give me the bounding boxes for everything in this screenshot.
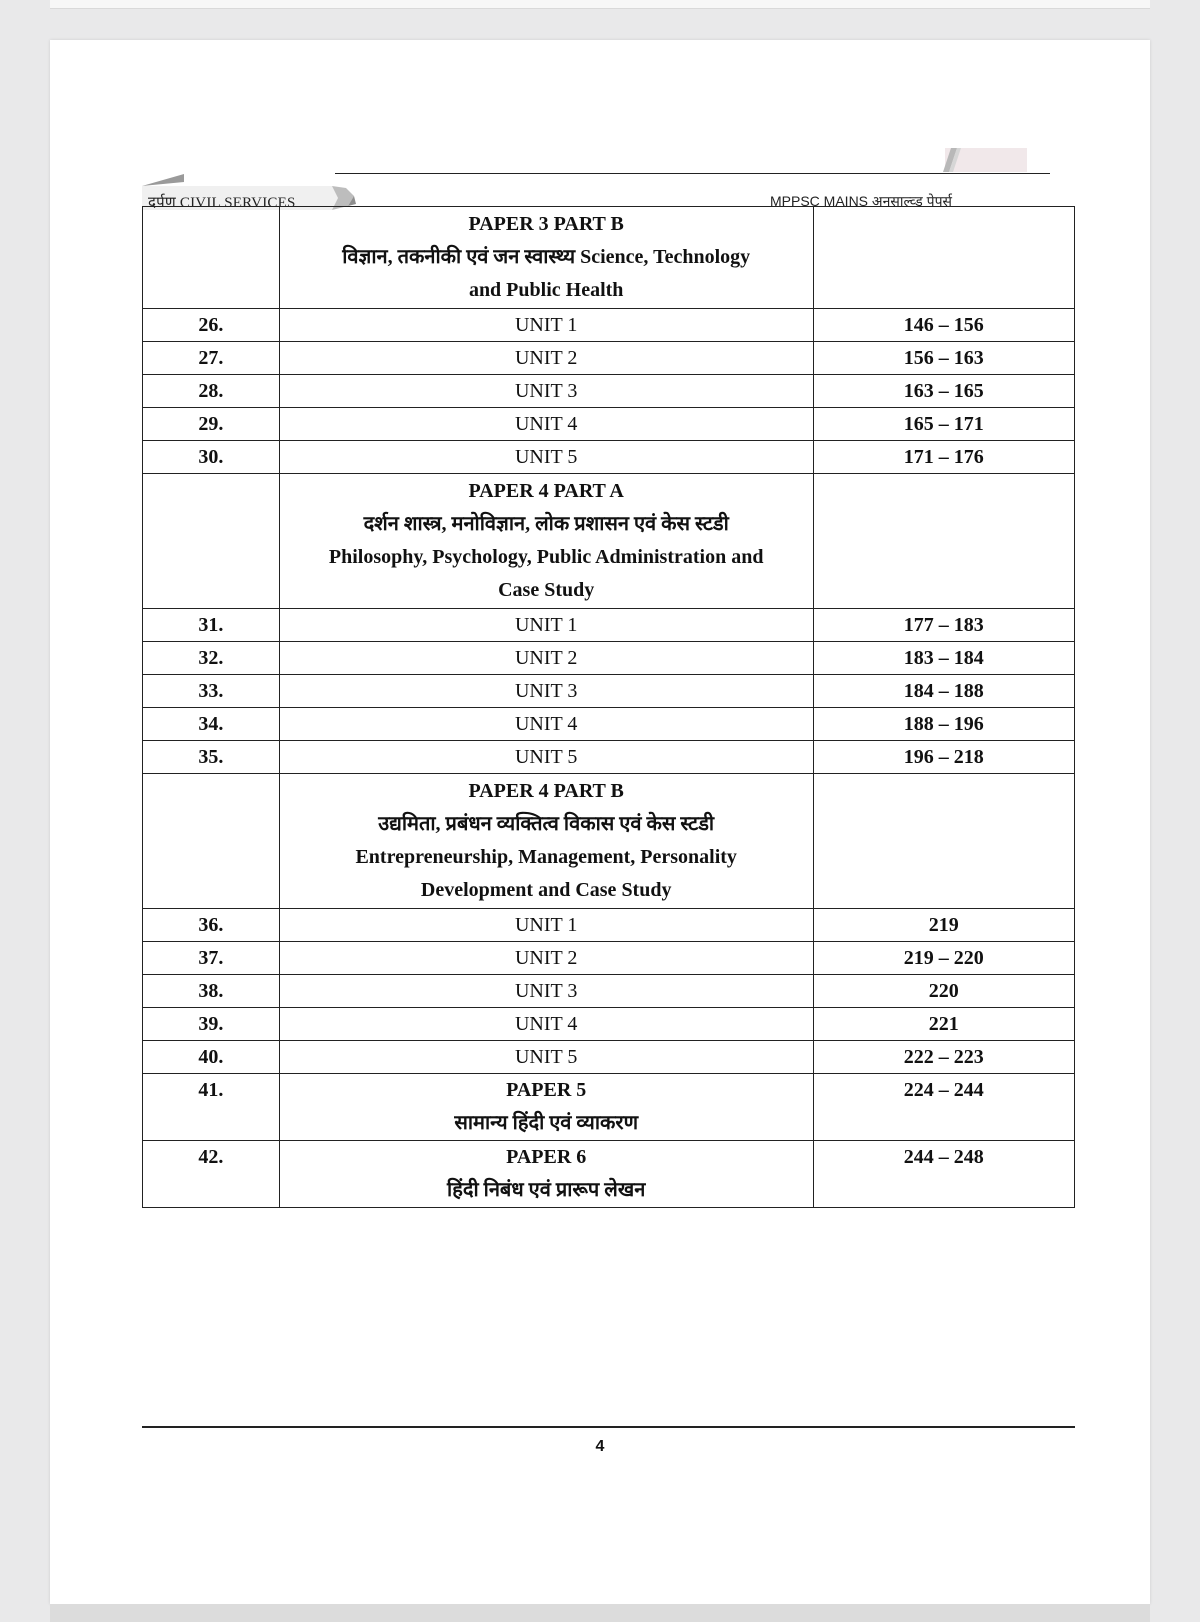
- unit-label: UNIT 2: [279, 342, 813, 375]
- pages-cell: [813, 474, 1074, 609]
- paper-subject-line: Development and Case Study: [420, 879, 672, 901]
- paper-subject-line: उद्यमिता, प्रबंधन व्यक्तित्व विकास एवं केस स्टडी: [378, 813, 715, 835]
- serial-number: 34.: [143, 708, 280, 741]
- pages-cell: [813, 207, 1074, 309]
- serial-number: 28.: [143, 375, 280, 408]
- paper-subject-line: हिंदी निबंध एवं प्रारूप लेखन: [447, 1179, 646, 1201]
- serial-number: 31.: [143, 609, 280, 642]
- table-row: [143, 642, 1075, 675]
- table-row: [143, 342, 1075, 375]
- page-range: 222 – 223: [813, 1041, 1074, 1074]
- footer-rule: [142, 1426, 1075, 1428]
- paper-subject-line: Entrepreneurship, Management, Personality: [355, 846, 737, 868]
- serial-cell: [143, 774, 280, 909]
- paper-title: PAPER 5: [506, 1079, 587, 1101]
- header-slash-icon: [943, 146, 963, 174]
- serial-number: 41.: [143, 1074, 280, 1141]
- unit-label: UNIT 4: [279, 1008, 813, 1041]
- paper-subject-line: सामान्य हिंदी एवं व्याकरण: [454, 1112, 639, 1134]
- paper-heading: [279, 1074, 813, 1141]
- page-range: 220: [813, 975, 1074, 1008]
- section-heading-row: [143, 207, 1075, 309]
- serial-number: 32.: [143, 642, 280, 675]
- contents-table: [142, 206, 1075, 1208]
- table-row: [143, 1008, 1075, 1041]
- paper-subject-line: दर्शन शास्त्र, मनोविज्ञान, लोक प्रशासन एवं केस स्टडी: [363, 513, 729, 535]
- page-range: 221: [813, 1008, 1074, 1041]
- table-row: [143, 309, 1075, 342]
- paper-title: PAPER 3 PART B: [468, 213, 624, 235]
- serial-number: 29.: [143, 408, 280, 441]
- table-row: [143, 441, 1075, 474]
- table-row: [143, 942, 1075, 975]
- page-range: 184 – 188: [813, 675, 1074, 708]
- previous-page-edge: [50, 0, 1150, 9]
- book-title: MPPSC MAINS अनसाल्व्ड पेपर्स: [770, 193, 953, 209]
- serial-cell: [143, 207, 280, 309]
- page-range: 196 – 218: [813, 741, 1074, 774]
- paper-subject-line: Philosophy, Psychology, Public Administration and: [328, 546, 764, 568]
- table-row: [143, 708, 1075, 741]
- page-range: 156 – 163: [813, 342, 1074, 375]
- unit-label: UNIT 5: [279, 741, 813, 774]
- page-range: 146 – 156: [813, 309, 1074, 342]
- page-range: 163 – 165: [813, 375, 1074, 408]
- page-range: 177 – 183: [813, 609, 1074, 642]
- unit-label: UNIT 3: [279, 375, 813, 408]
- paper-heading: [279, 1141, 813, 1208]
- table-row: [143, 609, 1075, 642]
- page-number: 4: [595, 1438, 605, 1455]
- paper-title: PAPER 6: [506, 1146, 587, 1168]
- unit-label: UNIT 2: [279, 642, 813, 675]
- section-heading-row: [143, 474, 1075, 609]
- serial-number: 39.: [143, 1008, 280, 1041]
- table-row: [143, 675, 1075, 708]
- page-range: 183 – 184: [813, 642, 1074, 675]
- paper-subject-line: and Public Health: [468, 279, 624, 301]
- page-range: 219 – 220: [813, 942, 1074, 975]
- serial-number: 37.: [143, 942, 280, 975]
- serial-number: 27.: [143, 342, 280, 375]
- unit-label: UNIT 5: [279, 441, 813, 474]
- pages-cell: [813, 774, 1074, 909]
- brand-name: दर्पण CIVIL SERVICES: [148, 195, 296, 211]
- serial-number: 26.: [143, 309, 280, 342]
- page-range: 224 – 244: [813, 1074, 1074, 1141]
- unit-label: UNIT 4: [279, 408, 813, 441]
- unit-label: UNIT 1: [279, 309, 813, 342]
- unit-label: UNIT 1: [279, 609, 813, 642]
- page-range: 219: [813, 909, 1074, 942]
- serial-number: 40.: [143, 1041, 280, 1074]
- unit-label: UNIT 4: [279, 708, 813, 741]
- serial-number: 36.: [143, 909, 280, 942]
- section-heading: [279, 474, 813, 609]
- next-page-edge: [50, 1604, 1150, 1622]
- paper-row: [143, 1141, 1075, 1208]
- serial-cell: [143, 474, 280, 609]
- table-row: [143, 408, 1075, 441]
- serial-number: 30.: [143, 441, 280, 474]
- page-range: 171 – 176: [813, 441, 1074, 474]
- paper-subject-line: Case Study: [498, 579, 595, 601]
- serial-number: 38.: [143, 975, 280, 1008]
- table-row: [143, 741, 1075, 774]
- serial-number: 35.: [143, 741, 280, 774]
- table-row: [143, 975, 1075, 1008]
- table-row: [143, 1041, 1075, 1074]
- table-row: [143, 375, 1075, 408]
- document-page: [50, 40, 1150, 1604]
- paper-row: [143, 1074, 1075, 1141]
- unit-label: UNIT 1: [279, 909, 813, 942]
- table-row: [143, 909, 1075, 942]
- section-heading: [279, 207, 813, 309]
- unit-label: UNIT 5: [279, 1041, 813, 1074]
- paper-subject-line: विज्ञान, तकनीकी एवं जन स्वास्थ्य Science, Technology: [342, 246, 751, 268]
- unit-label: UNIT 2: [279, 942, 813, 975]
- serial-number: 33.: [143, 675, 280, 708]
- paper-title: PAPER 4 PART B: [468, 780, 624, 802]
- page-range: 165 – 171: [813, 408, 1074, 441]
- page-range: 188 – 196: [813, 708, 1074, 741]
- paper-title: PAPER 4 PART A: [468, 480, 624, 502]
- page-range: 244 – 248: [813, 1141, 1074, 1208]
- unit-label: UNIT 3: [279, 675, 813, 708]
- serial-number: 42.: [143, 1141, 280, 1208]
- section-heading-row: [143, 774, 1075, 909]
- unit-label: UNIT 3: [279, 975, 813, 1008]
- section-heading: [279, 774, 813, 909]
